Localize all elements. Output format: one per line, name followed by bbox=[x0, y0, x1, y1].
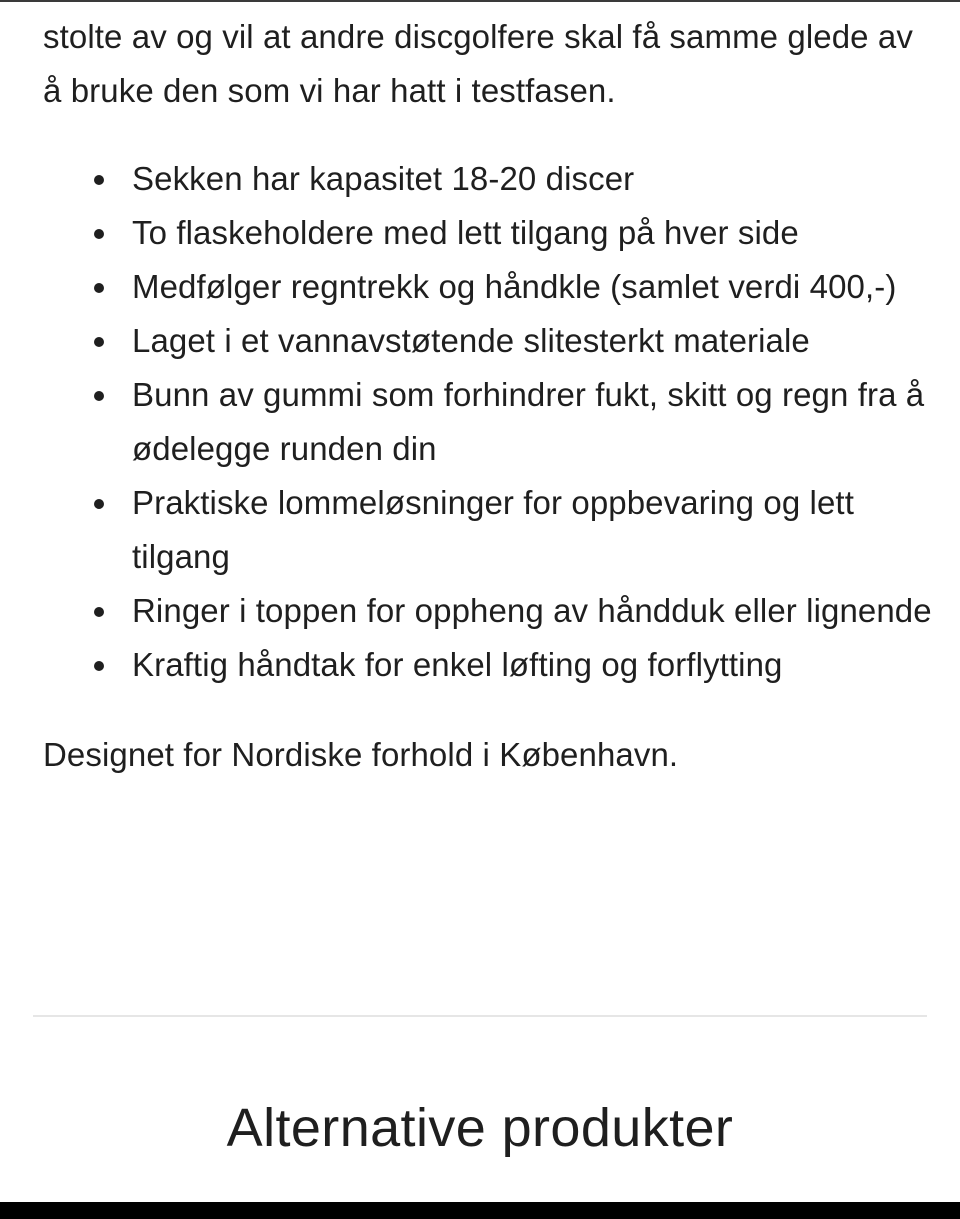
bullet-icon bbox=[94, 175, 104, 185]
alternative-products-heading: Alternative produkter bbox=[226, 1098, 734, 1158]
section-divider bbox=[33, 1015, 927, 1017]
feature-list-item bbox=[43, 476, 933, 584]
feature-list-item bbox=[43, 584, 933, 638]
design-origin-text: Designet for Nordiske forhold i København. bbox=[43, 736, 679, 773]
bullet-icon bbox=[94, 607, 104, 617]
feature-list-item bbox=[43, 638, 933, 692]
feature-text: Sekken har kapasitet 18-20 discer bbox=[132, 160, 635, 197]
product-description bbox=[43, 10, 933, 782]
feature-list-item bbox=[43, 152, 933, 206]
bullet-icon bbox=[94, 337, 104, 347]
feature-list-item bbox=[43, 368, 933, 476]
feature-list-item bbox=[43, 206, 933, 260]
bullet-icon bbox=[94, 283, 104, 293]
feature-text: Bunn av gummi som forhindrer fukt, skitt og regn fra å ødelegge runden din bbox=[132, 376, 925, 467]
feature-list bbox=[43, 152, 933, 692]
feature-text: Laget i et vannavstøtende slitesterkt materiale bbox=[132, 322, 810, 359]
bullet-icon bbox=[94, 229, 104, 239]
feature-text: Medfølger regntrekk og håndkle (samlet verdi 400,-) bbox=[132, 268, 897, 305]
feature-list-item bbox=[43, 260, 933, 314]
feature-text: Ringer i toppen for oppheng av håndduk eller lignende bbox=[132, 592, 932, 629]
feature-text: To flaskeholdere med lett tilgang på hver side bbox=[132, 214, 799, 251]
bullet-icon bbox=[94, 661, 104, 671]
feature-list-item bbox=[43, 314, 933, 368]
bullet-icon bbox=[94, 499, 104, 509]
feature-text: Praktiske lommeløsninger for oppbevaring og lett tilgang bbox=[132, 484, 854, 575]
feature-text: Kraftig håndtak for enkel løfting og forflytting bbox=[132, 646, 783, 683]
bullet-icon bbox=[94, 391, 104, 401]
bottom-bar bbox=[0, 1202, 960, 1219]
description-intro-text: stolte av og vil at andre discgolfere skal få samme glede av å bruke den som vi har hatt i testfasen. bbox=[43, 18, 913, 109]
top-border bbox=[0, 0, 960, 2]
